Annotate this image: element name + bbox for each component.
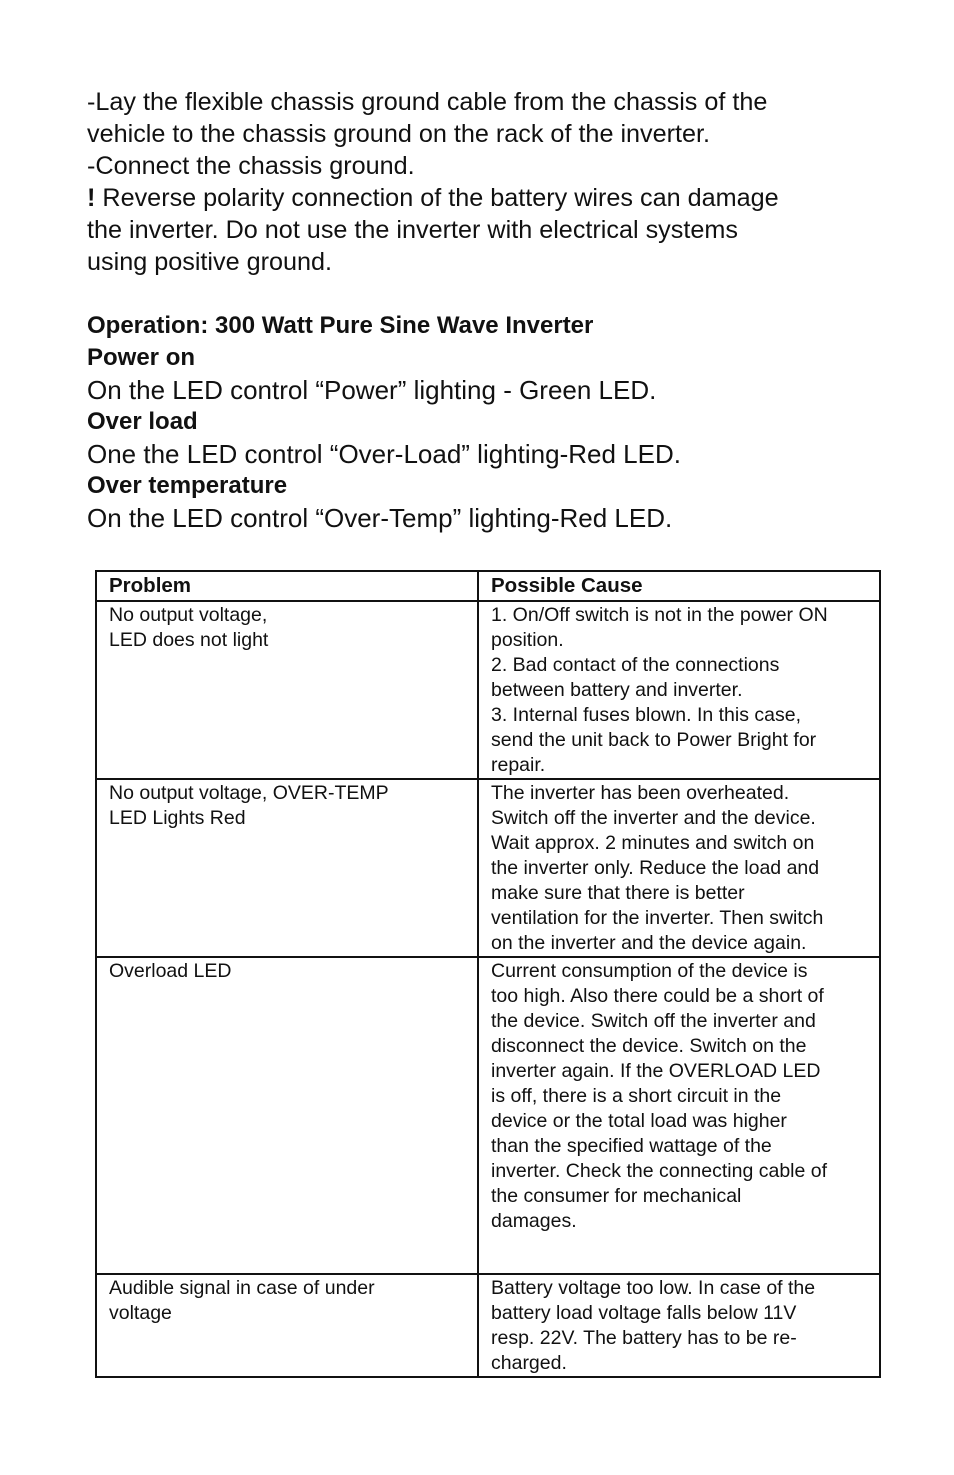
cell-line: 3. Internal fuses blown. In this case, bbox=[491, 704, 802, 726]
cell-line: ventilation for the inverter. Then switch bbox=[491, 907, 824, 929]
cell-line: inverter. Check the connecting cable of bbox=[491, 1160, 828, 1182]
cell-line: position. bbox=[491, 629, 564, 651]
cell-line: Current consumption of the device is bbox=[491, 960, 808, 982]
over-temp-text: On the LED control “Over-Temp” lighting-Red LED. bbox=[87, 503, 673, 533]
cell-line: disconnect the device. Switch on the bbox=[491, 1035, 807, 1057]
problem-cell bbox=[96, 1274, 478, 1377]
cell-line: inverter again. If the OVERLOAD LED bbox=[491, 1060, 821, 1082]
cell-line: Battery voltage too low. In case of the bbox=[491, 1277, 816, 1299]
cell-line: 2. Bad contact of the connections bbox=[491, 654, 780, 676]
cell-line: 1. On/Off switch is not in the power ON bbox=[491, 604, 828, 626]
cell-line: resp. 22V. The battery has to be re- bbox=[491, 1327, 797, 1349]
over-temp-heading: Over temperature bbox=[87, 472, 288, 499]
cell-line: The inverter has been overheated. bbox=[491, 782, 790, 804]
cell-line: between battery and inverter. bbox=[491, 679, 743, 701]
cell-line: voltage bbox=[109, 1302, 172, 1324]
cell-line: the consumer for mechanical bbox=[491, 1185, 742, 1207]
cell-line: damages. bbox=[491, 1210, 577, 1232]
installation-instructions bbox=[87, 86, 887, 278]
cell-line: than the specified wattage of the bbox=[491, 1135, 772, 1157]
instruction-line: vehicle to the chassis ground on the rack of the inverter. bbox=[87, 120, 711, 148]
cell-line: is off, there is a short circuit in the bbox=[491, 1085, 782, 1107]
cell-line: make sure that there is better bbox=[491, 882, 745, 904]
cell-line: Switch off the inverter and the device. bbox=[491, 807, 816, 829]
cause-cell bbox=[478, 779, 880, 957]
over-load-heading: Over load bbox=[87, 408, 198, 435]
table-row bbox=[96, 601, 880, 779]
cell-line: No output voltage, OVER-TEMP bbox=[109, 782, 389, 804]
column-header-cause: Possible Cause bbox=[478, 571, 880, 601]
power-on-text: On the LED control “Power” lighting - Green LED. bbox=[87, 375, 657, 405]
troubleshooting-table bbox=[95, 570, 881, 1378]
cell-line: Overload LED bbox=[109, 960, 232, 982]
problem-cell bbox=[96, 601, 478, 779]
cell-line: Audible signal in case of under bbox=[109, 1277, 375, 1299]
cause-cell bbox=[478, 601, 880, 779]
cell-line: on the inverter and the device again. bbox=[491, 932, 807, 954]
cell-line: the device. Switch off the inverter and bbox=[491, 1010, 816, 1032]
cell-line: battery load voltage falls below 11V bbox=[491, 1302, 797, 1324]
table-row bbox=[96, 779, 880, 957]
warning-text: Reverse polarity connection of the battery wires can damage bbox=[95, 184, 779, 212]
cause-cell bbox=[478, 957, 880, 1274]
warning-mark: ! bbox=[87, 184, 96, 212]
cell-line: charged. bbox=[491, 1352, 567, 1374]
instruction-line: -Connect the chassis ground. bbox=[87, 152, 415, 180]
cell-line: LED Lights Red bbox=[109, 807, 246, 829]
problem-cell bbox=[96, 957, 478, 1274]
column-header-problem: Problem bbox=[96, 571, 478, 601]
cell-line: send the unit back to Power Bright for bbox=[491, 729, 817, 751]
warning-paragraph bbox=[87, 182, 887, 214]
warning-text: using positive ground. bbox=[87, 248, 333, 276]
table-header-row bbox=[96, 571, 880, 601]
table-row bbox=[96, 957, 880, 1274]
cause-cell bbox=[478, 1274, 880, 1377]
operation-title: Operation: 300 Watt Pure Sine Wave Inverter bbox=[87, 312, 594, 339]
over-load-text: One the LED control “Over-Load” lighting-Red LED. bbox=[87, 439, 681, 469]
power-on-heading: Power on bbox=[87, 344, 196, 371]
cell-line: the inverter only. Reduce the load and bbox=[491, 857, 820, 879]
cell-line: repair. bbox=[491, 754, 546, 776]
operation-section bbox=[87, 310, 907, 534]
table-row bbox=[96, 1274, 880, 1377]
problem-cell bbox=[96, 779, 478, 957]
cell-line: LED does not light bbox=[109, 629, 269, 651]
warning-text: the inverter. Do not use the inverter with electrical systems bbox=[87, 216, 738, 244]
cell-line: Wait approx. 2 minutes and switch on bbox=[491, 832, 815, 854]
cell-line: No output voltage, bbox=[109, 604, 268, 626]
cell-line: too high. Also there could be a short of bbox=[491, 985, 824, 1007]
instruction-line: -Lay the flexible chassis ground cable from the chassis of the bbox=[87, 88, 768, 116]
cell-line: device or the total load was higher bbox=[491, 1110, 787, 1132]
